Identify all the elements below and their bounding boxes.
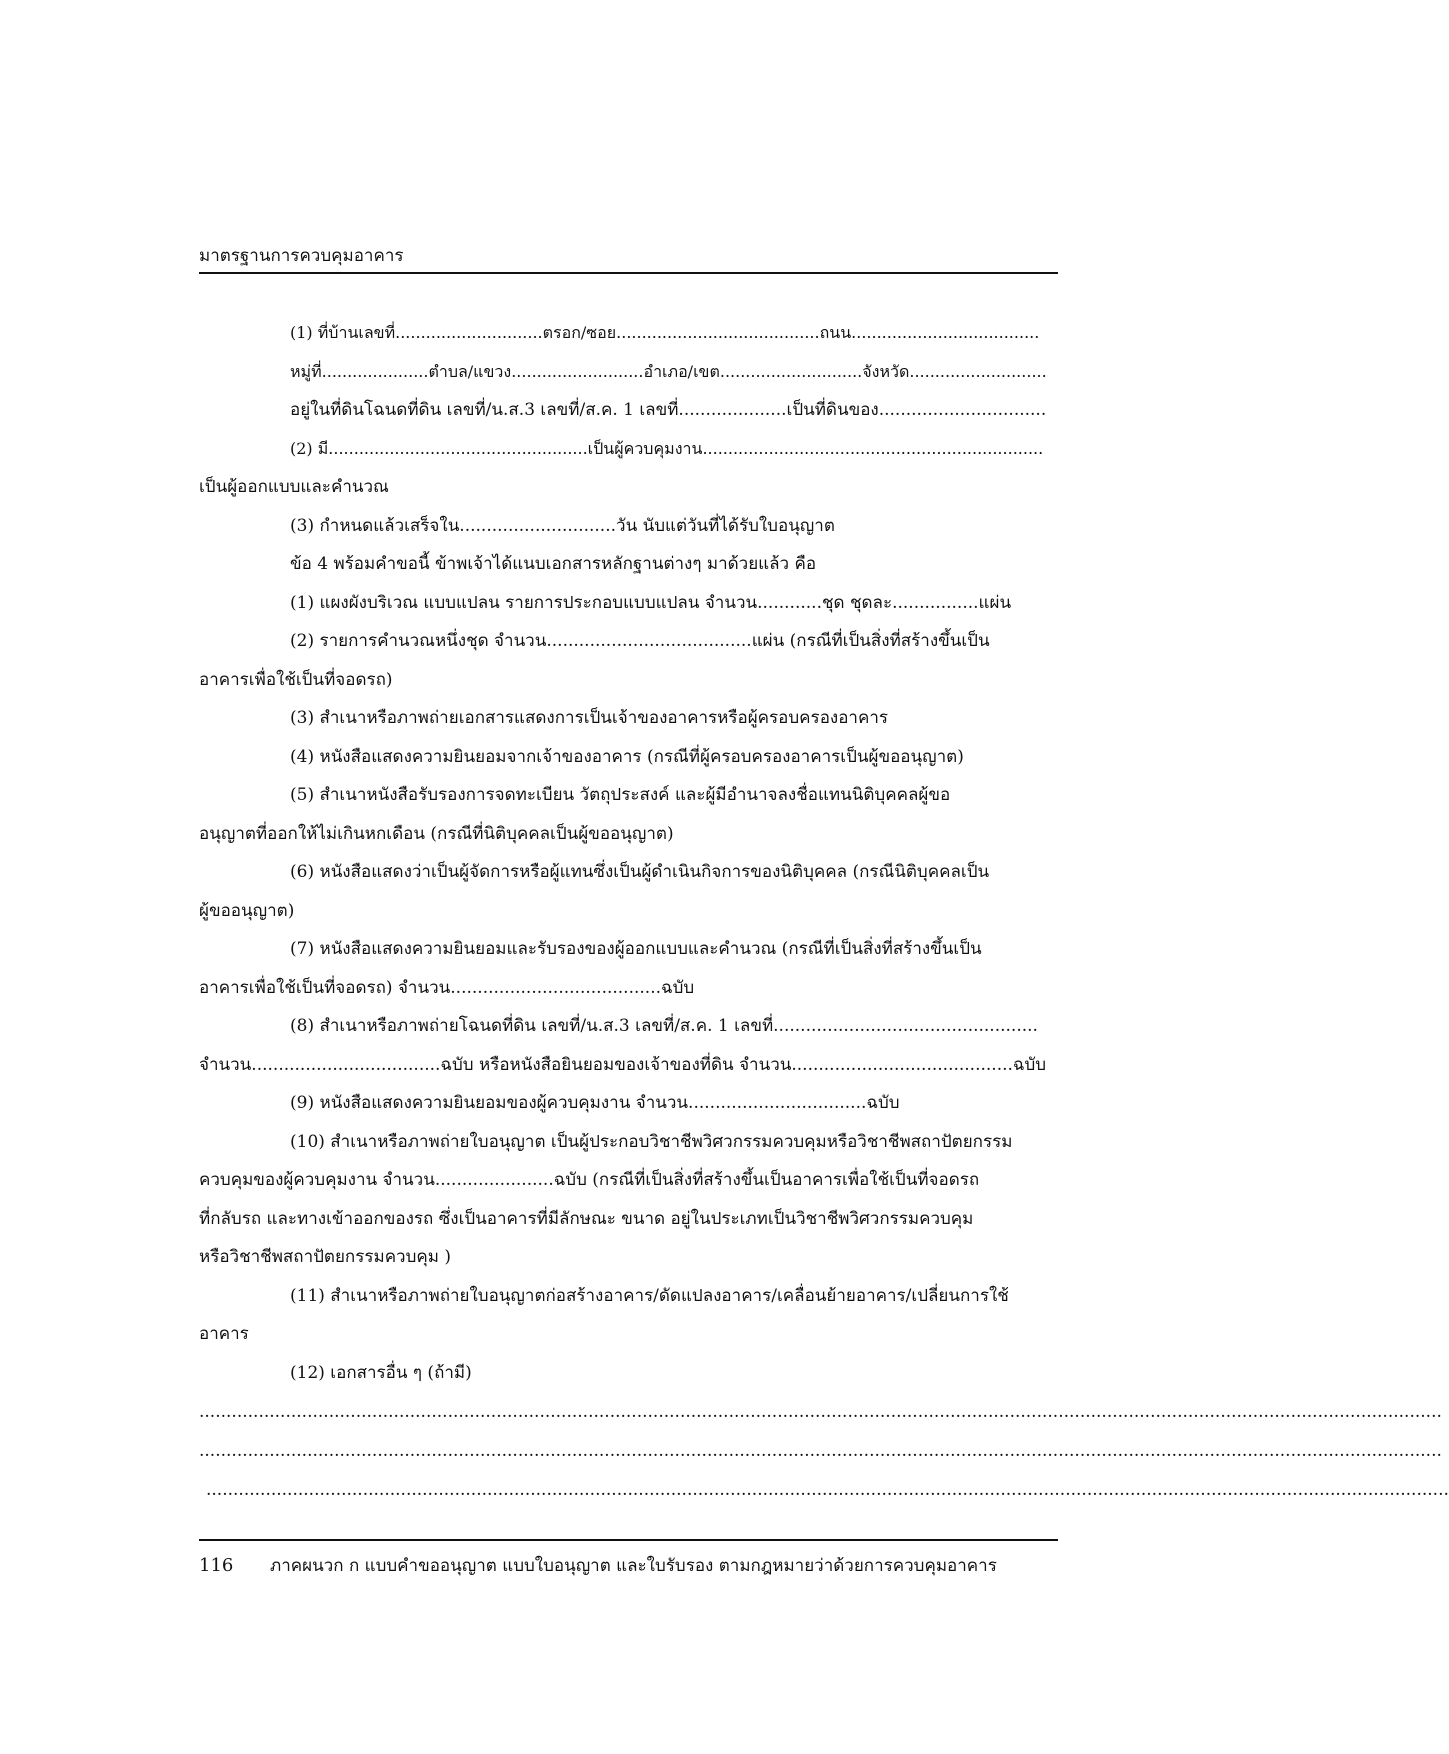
attachment-item-10: (10) สำเนาหรือภาพถ่ายใบอนุญาต เป็นผู้ประกอบวิชาชีพวิศวกรรมควบคุมหรือวิชาชีพสถาปัตยกรรม bbox=[290, 1132, 1013, 1152]
blank-fill-line: ...................................................................................................................................................................................................................................... bbox=[206, 1480, 1449, 1500]
attachment-item-9: (9) หนังสือแสดงความยินยอมของผู้ควบคุมงาน จำนวน.................................ฉบับ bbox=[290, 1093, 900, 1113]
running-header-title: มาตรฐานการควบคุมอาคาร bbox=[199, 246, 404, 266]
attachment-item-2: (2) รายการคำนวณหนึ่งชุด จำนวน......................................แผ่น (กรณีที่เป็นสิ่งที่สร้างขึ้นเป็น bbox=[290, 631, 990, 651]
attachment-item-5-cont: อนุญาตที่ออกให้ไม่เกินหกเดือน (กรณีที่นิติบุคคลเป็นผู้ขออนุญาต) bbox=[199, 824, 674, 844]
attachment-item-10-cont-2: ที่กลับรถ และทางเข้าออกของรถ ซึ่งเป็นอาคารที่มีลักษณะ ขนาด อยู่ในประเภทเป็นวิชาชีพวิศวกรรมควบคุม bbox=[199, 1209, 974, 1229]
running-footer-text: ภาคผนวก ก แบบคำขออนุญาต แบบใบอนุญาต และใบรับรอง ตามกฎหมายว่าด้วยการควบคุมอาคาร bbox=[270, 1556, 997, 1576]
attachment-item-12: (12) เอกสารอื่น ๆ (ถ้ามี) bbox=[290, 1363, 472, 1383]
attachment-item-11: (11) สำเนาหรือภาพถ่ายใบอนุญาตก่อสร้างอาคาร/ดัดแปลงอาคาร/เคลื่อนย้ายอาคาร/เปลี่ยนการใช้ bbox=[290, 1286, 1009, 1306]
attachment-item-4: (4) หนังสือแสดงความยินยอมจากเจ้าของอาคาร (กรณีที่ผู้ครอบครองอาคารเป็นผู้ขออนุญาต) bbox=[290, 747, 964, 767]
address-line-village: หมู่ที่.....................ตำบล/แขวง..........................อำเภอ/เขต............................จังหวัด........................... bbox=[290, 362, 1047, 381]
completion-period-line: (3) กำหนดแล้วเสร็จใน.............................วัน นับแต่วันที่ได้รับใบอนุญาต bbox=[290, 516, 835, 536]
attachment-item-8: (8) สำเนาหรือภาพถ่ายโฉนดที่ดิน เลขที่/น.ส.3 เลขที่/ส.ค. 1 เลขที่................................................. bbox=[290, 1016, 1038, 1036]
attachment-item-10-cont-1: ควบคุมของผู้ควบคุมงาน จำนวน......................ฉบับ (กรณีที่เป็นสิ่งที่สร้างขึ้นเป็นอาคารเพื่อใช้เป็นที่จอดรถ bbox=[199, 1170, 980, 1190]
blank-fill-line: ...................................................................................................................................................................................................................................... bbox=[199, 1402, 1442, 1422]
designer-line: เป็นผู้ออกแบบและคำนวณ bbox=[199, 477, 389, 497]
land-deed-line: อยู่ในที่ดินโฉนดที่ดิน เลขที่/น.ส.3 เลขที่/ส.ค. 1 เลขที่....................เป็นที่ดินของ............................... bbox=[290, 400, 1047, 420]
attachment-item-6: (6) หนังสือแสดงว่าเป็นผู้จัดการหรือผู้แทนซึ่งเป็นผู้ดำเนินกิจการของนิติบุคคล (กรณีนิติบุคคลเป็น bbox=[290, 862, 990, 882]
attachment-item-2-cont: อาคารเพื่อใช้เป็นที่จอดรถ) bbox=[199, 670, 393, 690]
attachment-item-7-cont: อาคารเพื่อใช้เป็นที่จอดรถ) จำนวน.......................................ฉบับ bbox=[199, 978, 695, 998]
section-4-heading: ข้อ 4 พร้อมคำขอนี้ ข้าพเจ้าได้แนบเอกสารหลักฐานต่างๆ มาด้วยแล้ว คือ bbox=[290, 554, 817, 574]
attachment-item-3: (3) สำเนาหรือภาพถ่ายเอกสารแสดงการเป็นเจ้าของอาคารหรือผู้ครอบครองอาคาร bbox=[290, 708, 889, 728]
header-divider bbox=[199, 272, 1058, 274]
attachment-item-10-cont-3: หรือวิชาชีพสถาปัตยกรรมควบคุม ) bbox=[199, 1247, 452, 1267]
attachment-item-5: (5) สำเนาหนังสือรับรองการจดทะเบียน วัตถุประสงค์ และผู้มีอำนาจลงชื่อแทนนิติบุคคลผู้ขอ bbox=[290, 785, 951, 805]
attachment-item-1: (1) แผงผังบริเวณ แบบแปลน รายการประกอบแบบแปลน จำนวน............ชุด ชุดละ................แผ่น bbox=[290, 593, 1012, 613]
attachment-item-8-cont: จำนวน...................................ฉบับ หรือหนังสือยินยอมของเจ้าของที่ดิน จำนวน.........................................ฉบับ bbox=[199, 1055, 1047, 1075]
page-number: 116 bbox=[199, 1555, 234, 1576]
attachment-item-6-cont: ผู้ขออนุญาต) bbox=[199, 901, 295, 921]
attachment-item-11-cont: อาคาร bbox=[199, 1324, 249, 1344]
attachment-item-7: (7) หนังสือแสดงความยินยอมและรับรองของผู้ออกแบบและคำนวณ (กรณีที่เป็นสิ่งที่สร้างขึ้นเป็น bbox=[290, 939, 982, 959]
footer-divider bbox=[199, 1539, 1058, 1541]
supervisor-line: (2) มี...................................................เป็นผู้ควบคุมงาน................................................................... bbox=[290, 439, 1044, 458]
address-line-house-no: (1) ที่บ้านเลขที่.............................ตรอก/ซอย........................................ถนน..................................... bbox=[290, 323, 1040, 342]
blank-fill-line: ...................................................................................................................................................................................................................................... bbox=[199, 1441, 1442, 1461]
